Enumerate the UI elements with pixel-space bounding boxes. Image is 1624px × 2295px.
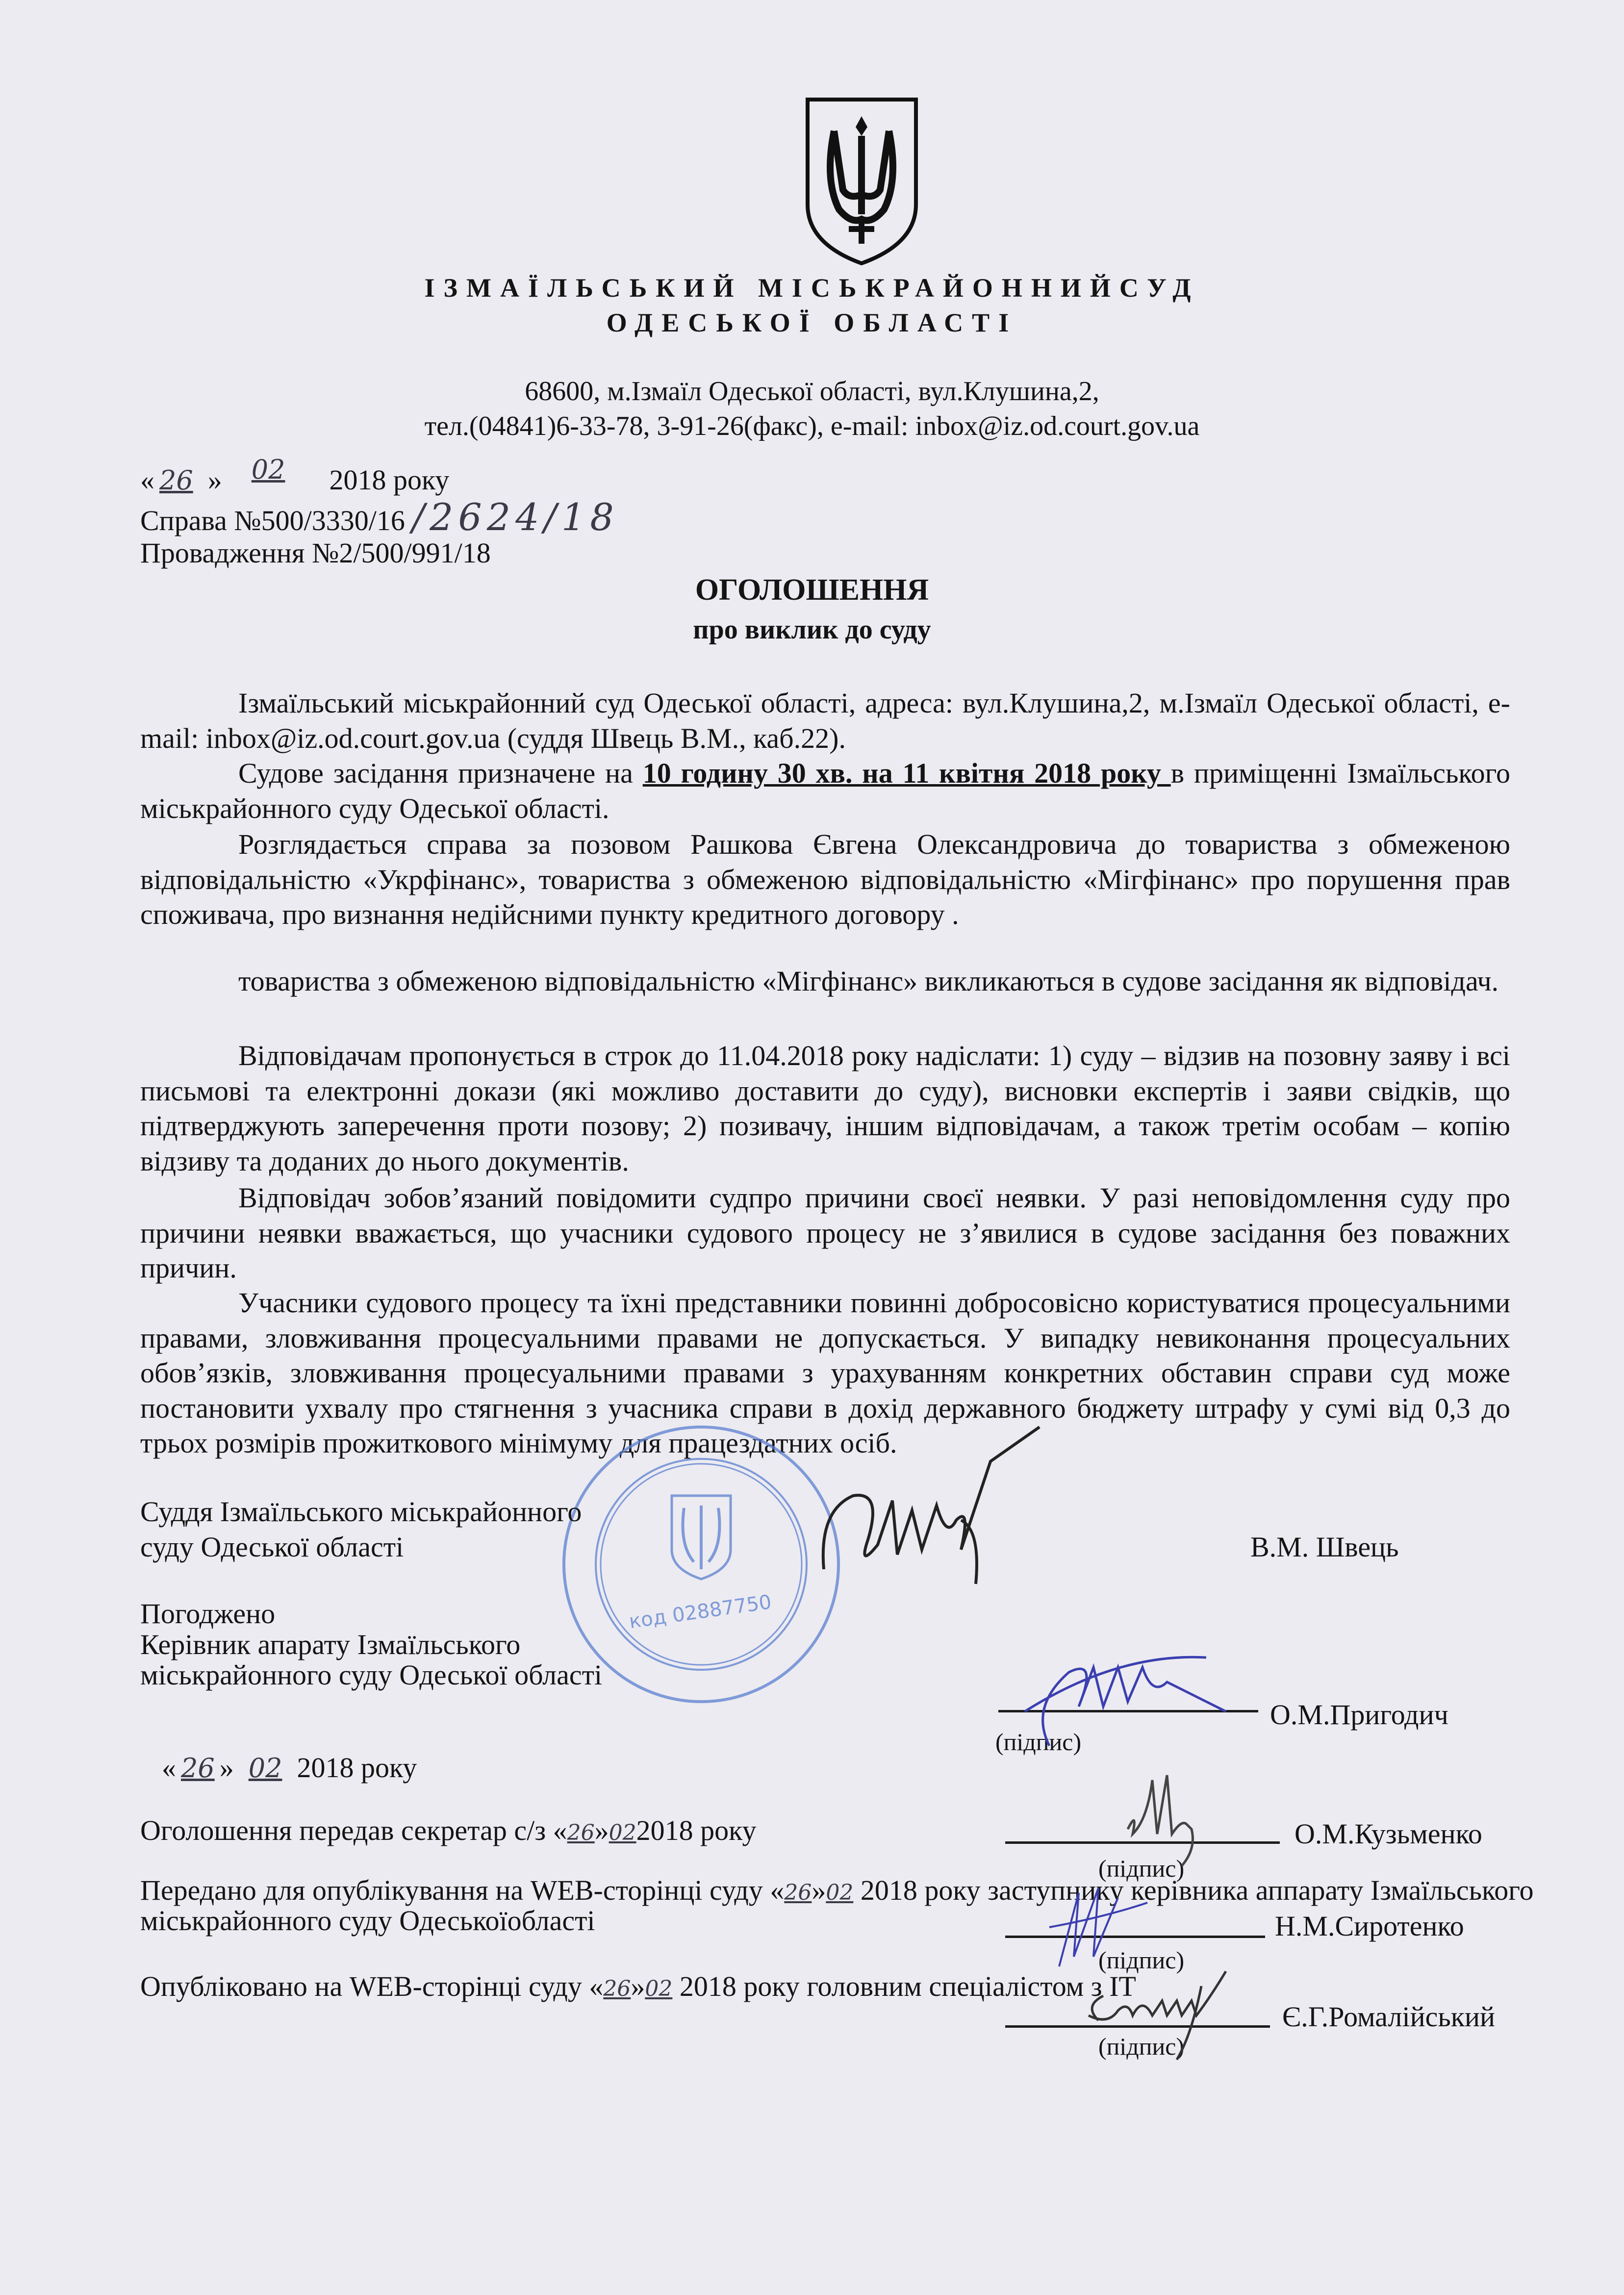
agreed-label: Погоджено <box>140 1598 276 1630</box>
handwritten-month: 02 <box>609 1820 636 1845</box>
court-name-line1: ІЗМАЇЛЬСЬКИЙ МІСЬКРАЙОННИЙСУД <box>424 273 1200 303</box>
text: Оголошення передав секретар с/з « <box>140 1814 567 1846</box>
paragraph-procedural-rights: Учасники судового процесу та їхні представники повинні добросовісно користуватися процесуальними правами, зловживання процесуальними правами не допускається. У випадку невиконання процесуальних обов’язків, зловживання процесуальними правами з урахуванням конкретних обставин справи суд може постановити ухвалу про стягнення з учасника справи в дохід державного бюджету штрафу у сумі від 0,3 до трьох розмірів прожиткового мінімуму для працездатних осіб. <box>140 1287 1510 1459</box>
signature-caption: (підпис) <box>1098 1855 1185 1882</box>
case-label: Справа №500/3330/16 <box>140 505 405 536</box>
handwritten-day: 26 <box>159 465 193 496</box>
document-title: ОГОЛОШЕННЯ <box>695 573 929 607</box>
signature-caption: (підпис) <box>1098 1946 1185 1974</box>
web-transfer-text-line2: міськрайонного суду Одеськоїобласті <box>140 1905 595 1937</box>
agreed-date: « 26 » 02 2018 року <box>162 1752 417 1784</box>
handwritten-case-number: /2624/18 <box>412 495 619 539</box>
handwritten-month: 02 <box>248 1753 282 1784</box>
text: 2018 року заступнику керівника аппарату Ізмаїльського <box>853 1874 1534 1906</box>
head-title-line2: міськрайонного суду Одеської області <box>140 1659 603 1691</box>
text: в приміщенні Ізмаїльського міськрайонного суду Одеської області. <box>140 757 1510 824</box>
text: » <box>812 1874 826 1906</box>
text: Судове засідання призначене на <box>238 757 643 789</box>
secretary-signature <box>1118 1760 1216 1871</box>
handwritten-day: 26 <box>181 1753 215 1784</box>
handwritten-month: 02 <box>826 1880 854 1905</box>
document-subtitle: про виклик до суду <box>693 614 931 645</box>
transfer-name: Н.М.Сиротенко <box>1275 1910 1464 1942</box>
head-name: О.М.Пригодич <box>1270 1699 1448 1731</box>
paragraph-response-deadline: Відповідачам пропонується в строк до 11.04.2018 року надіслати: 1) суду – відзив на позовну заяву і всі письмові та електронні докази (які можливо доставити до суду), висновки експертів і заяви свідків, що підтверджують заперечення проти позову; 2) позивачу, іншим відповідачам, а також третім особам – копію відзиву та доданих до нього документів. <box>140 1040 1510 1177</box>
court-address: 68600, м.Ізмаїл Одеської області, вул.Клушина,2, <box>525 376 1099 407</box>
case-number <box>140 495 619 539</box>
quote: « <box>140 464 154 496</box>
paragraph-notification-duty: Відповідач зобов’язаний повідомити судпро причини своєї неявки. У разі неповідомлення суду про причини неявки вважається, що учасники судового процесу не з’явилися в судове засідання без поважних причин. <box>140 1182 1510 1284</box>
secretary-name: О.М.Кузьменко <box>1294 1818 1482 1850</box>
year: 2018 року <box>297 1752 417 1784</box>
published-signature <box>1079 1966 1236 2067</box>
transfer-signature <box>1044 1873 1152 1974</box>
handwritten-day: 26 <box>603 1976 631 2001</box>
text: Опубліковано на WEB-сторінці суду « <box>140 1970 604 2002</box>
paragraph-defendant-summoned: товариства з обмеженою відповідальністю «Мігфінанс» викликаються в судове засідання як відповідач. <box>238 965 1499 997</box>
trident-emblem-icon <box>805 97 919 266</box>
text: 2018 року головним спеціалістом з ІТ <box>672 1970 1136 2002</box>
head-title-line1: Керівник апарату Ізмаїльського <box>140 1629 521 1660</box>
text: » <box>631 1970 645 2002</box>
signature-caption: (підпис) <box>1098 2033 1185 2060</box>
paragraph-case-description: Розглядається справа за позовом Рашкова Євгена Олександровича до товариства з обмеженою відповідальністю «Укрфінанс», товариства з обмеженою відповідальністю «Мігфінанс» про порушення прав споживача, про визнання недійсними пункту кредитного договору . <box>140 828 1510 930</box>
secretary-transfer-text <box>140 1813 757 1850</box>
judge-name: В.М. Швець <box>1250 1531 1399 1563</box>
judge-title-line2: суду Одеської області <box>140 1531 404 1563</box>
handwritten-month: 02 <box>251 454 285 485</box>
stamp-code: код 02887750 <box>628 1590 773 1633</box>
text: Передано для опублікування на WEB-сторінці суду « <box>140 1874 785 1906</box>
web-published-text <box>140 1969 1136 2006</box>
handwritten-month: 02 <box>645 1976 673 2001</box>
paragraph-hearing-time <box>140 756 1510 826</box>
court-contacts: тел.(04841)6-33-78, 3-91-26(факс), e-mail: inbox@iz.od.court.gov.ua <box>424 411 1200 441</box>
text: » <box>594 1814 609 1846</box>
signature-caption: (підпис) <box>995 1728 1082 1756</box>
published-name: Є.Г.Ромалійський <box>1282 2001 1496 2033</box>
paragraph-court-info: Ізмаїльський міськрайонний суд Одеської області, адреса: вул.Клушина,2, м.Ізмаїл Одеської області, e-mail: inbox@iz.od.court.gov.ua (суддя Швець В.М., каб.22). <box>140 687 1510 754</box>
text: 2018 року <box>636 1814 757 1846</box>
hearing-datetime: 10 годину 30 хв. на 11 квітня 2018 року <box>642 757 1171 789</box>
judge-signature <box>814 1422 1049 1591</box>
head-signature <box>1020 1638 1236 1758</box>
proceeding-number: Провадження №2/500/991/18 <box>140 537 491 569</box>
year: 2018 року <box>329 464 450 496</box>
court-name-line2: ОДЕСЬКОЇ ОБЛАСТІ <box>606 308 1018 337</box>
judge-title-line1: Суддя Ізмаїльського міськрайонного <box>140 1496 582 1528</box>
quote: » <box>207 464 222 496</box>
document-date <box>140 454 450 498</box>
handwritten-day: 26 <box>567 1820 595 1845</box>
handwritten-day: 26 <box>784 1880 812 1905</box>
